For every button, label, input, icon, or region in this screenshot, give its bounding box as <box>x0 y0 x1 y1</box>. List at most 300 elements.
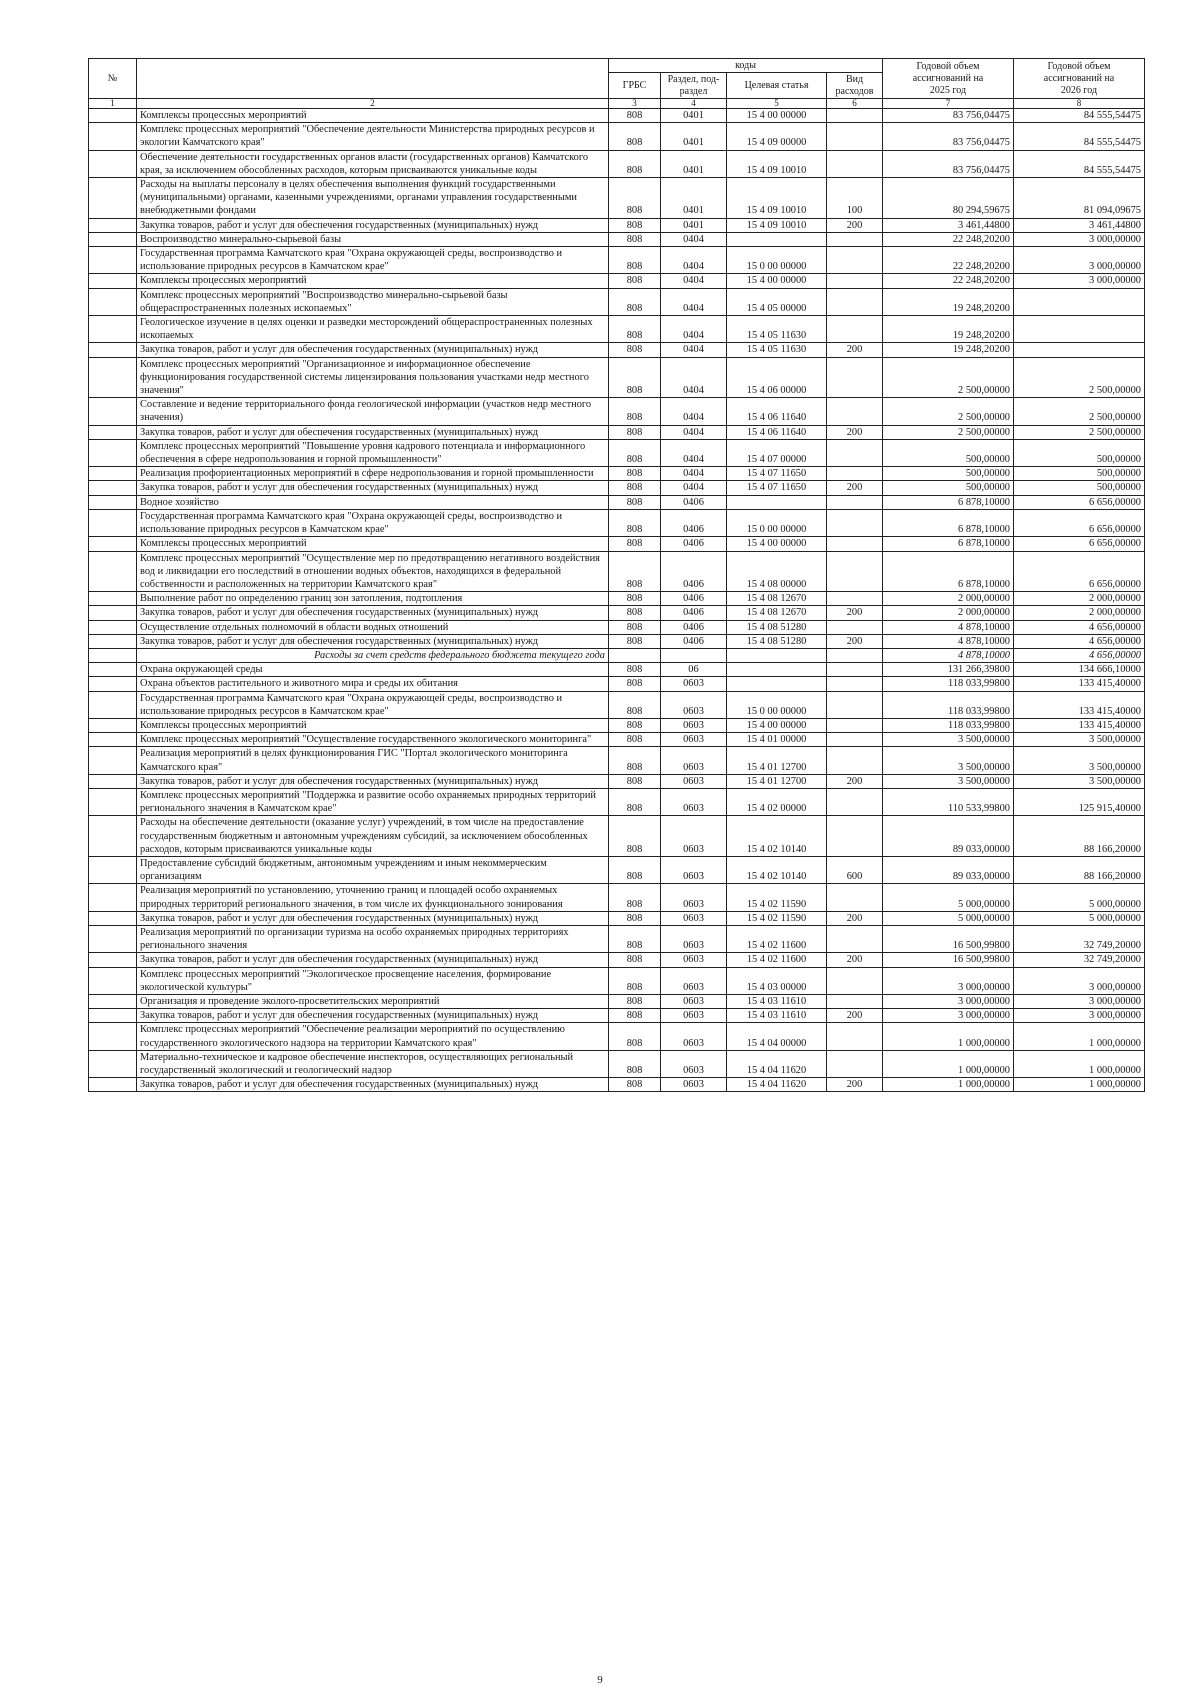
cell-v26: 84 555,54475 <box>1014 109 1145 123</box>
cell-v26: 1 000,00000 <box>1014 1078 1145 1092</box>
cell-grbs: 808 <box>609 718 661 732</box>
cell-v25: 89 033,00000 <box>883 816 1014 857</box>
cell-v25: 16 500,99800 <box>883 953 1014 967</box>
cell-vr: 200 <box>827 481 883 495</box>
cell-sec: 0404 <box>661 481 727 495</box>
header-expense-type: Вид расходов <box>827 73 883 99</box>
cell-sec: 0603 <box>661 788 727 815</box>
cell-cs: 15 4 06 00000 <box>727 357 827 398</box>
cell-vr <box>827 537 883 551</box>
cell-v25: 118 033,99800 <box>883 691 1014 718</box>
cell-v25: 19 248,20200 <box>883 316 1014 343</box>
cell-v26: 32 749,20000 <box>1014 925 1145 952</box>
cell-vr: 200 <box>827 953 883 967</box>
cell-v25: 22 248,20200 <box>883 232 1014 246</box>
cell-grbs: 808 <box>609 1050 661 1077</box>
cell-name: Закупка товаров, работ и услуг для обеспечения государственных (муниципальных) нужд <box>137 1078 609 1092</box>
cell-num <box>89 884 137 911</box>
cell-sec: 0406 <box>661 634 727 648</box>
cell-cs: 15 0 00 00000 <box>727 247 827 274</box>
cell-v26: 6 656,00000 <box>1014 551 1145 592</box>
cell-grbs: 808 <box>609 425 661 439</box>
cell-vr <box>827 1023 883 1050</box>
cell-name: Обеспечение деятельности государственных органов власти (государственных органов) Камчатского края, за исключением обособленных расходов, которым присваиваются уникальные коды <box>137 150 609 177</box>
cell-sec: 06 <box>661 663 727 677</box>
table-row <box>89 232 1145 246</box>
cell-v25: 1 000,00000 <box>883 1023 1014 1050</box>
table-row <box>89 925 1145 952</box>
cell-cs: 15 4 00 00000 <box>727 274 827 288</box>
cell-cs: 15 4 00 00000 <box>727 537 827 551</box>
table-row <box>89 747 1145 774</box>
cell-vr <box>827 592 883 606</box>
cell-name: Государственная программа Камчатского края "Охрана окружающей среды, воспроизводство и использование природных ресурсов в Камчатском крае" <box>137 509 609 536</box>
cell-vr <box>827 663 883 677</box>
cell-name: Расходы на выплаты персоналу в целях обеспечения выполнения функций государственными (муниципальными) органами, казенными учреждениями, органами управления государственными внебюджетными фондами <box>137 178 609 219</box>
cell-sec: 0603 <box>661 816 727 857</box>
cell-vr: 200 <box>827 606 883 620</box>
cell-v25: 118 033,99800 <box>883 718 1014 732</box>
cell-v25: 16 500,99800 <box>883 925 1014 952</box>
cell-name: Охрана окружающей среды <box>137 663 609 677</box>
cell-grbs: 808 <box>609 911 661 925</box>
cell-v26: 32 749,20000 <box>1014 953 1145 967</box>
cell-v26: 6 656,00000 <box>1014 537 1145 551</box>
table-row <box>89 856 1145 883</box>
cell-grbs: 808 <box>609 109 661 123</box>
cell-v25: 4 878,10000 <box>883 620 1014 634</box>
cell-num <box>89 232 137 246</box>
table-row <box>89 1078 1145 1092</box>
cell-v25: 83 756,04475 <box>883 123 1014 150</box>
cell-num <box>89 316 137 343</box>
cell-vr: 200 <box>827 425 883 439</box>
table-row <box>89 816 1145 857</box>
cell-v26: 84 555,54475 <box>1014 150 1145 177</box>
cell-vr <box>827 648 883 662</box>
cell-cs: 15 4 07 11650 <box>727 481 827 495</box>
cell-grbs: 808 <box>609 953 661 967</box>
cell-vr <box>827 316 883 343</box>
table-row <box>89 620 1145 634</box>
cell-cs: 15 4 04 00000 <box>727 1023 827 1050</box>
cell-sec: 0404 <box>661 425 727 439</box>
table-row <box>89 1009 1145 1023</box>
cell-vr <box>827 274 883 288</box>
cell-v26: 2 500,00000 <box>1014 425 1145 439</box>
cell-vr <box>827 788 883 815</box>
cell-cs: 15 4 01 12700 <box>727 747 827 774</box>
column-index: 1 <box>89 99 137 109</box>
cell-cs: 15 4 03 11610 <box>727 1009 827 1023</box>
cell-cs: 15 4 01 12700 <box>727 774 827 788</box>
cell-v25: 3 000,00000 <box>883 995 1014 1009</box>
table-row <box>89 774 1145 788</box>
cell-grbs: 808 <box>609 288 661 315</box>
cell-vr <box>827 150 883 177</box>
cell-cs: 15 4 08 12670 <box>727 592 827 606</box>
cell-sec: 0406 <box>661 592 727 606</box>
cell-v26: 3 500,00000 <box>1014 747 1145 774</box>
cell-grbs: 808 <box>609 398 661 425</box>
cell-cs: 15 4 05 11630 <box>727 316 827 343</box>
cell-cs: 15 4 01 00000 <box>727 733 827 747</box>
cell-sec: 0406 <box>661 509 727 536</box>
cell-cs: 15 4 08 00000 <box>727 551 827 592</box>
cell-cs: 15 4 08 51280 <box>727 634 827 648</box>
cell-name: Комплексы процессных мероприятий <box>137 274 609 288</box>
cell-v26 <box>1014 288 1145 315</box>
cell-cs: 15 4 02 11590 <box>727 884 827 911</box>
cell-num <box>89 247 137 274</box>
cell-num <box>89 1078 137 1092</box>
cell-v26: 3 000,00000 <box>1014 274 1145 288</box>
cell-vr <box>827 495 883 509</box>
cell-cs: 15 0 00 00000 <box>727 691 827 718</box>
cell-name: Выполнение работ по определению границ зон затопления, подтопления <box>137 592 609 606</box>
cell-sec: 0603 <box>661 718 727 732</box>
table-row <box>89 663 1145 677</box>
cell-vr <box>827 995 883 1009</box>
cell-v25: 19 248,20200 <box>883 343 1014 357</box>
table-row <box>89 150 1145 177</box>
column-index: 8 <box>1014 99 1145 109</box>
cell-v26: 500,00000 <box>1014 439 1145 466</box>
cell-v25: 5 000,00000 <box>883 884 1014 911</box>
cell-num <box>89 634 137 648</box>
cell-name: Закупка товаров, работ и услуг для обеспечения государственных (муниципальных) нужд <box>137 911 609 925</box>
table-row <box>89 884 1145 911</box>
cell-vr <box>827 467 883 481</box>
cell-name: Закупка товаров, работ и услуг для обеспечения государственных (муниципальных) нужд <box>137 481 609 495</box>
cell-num <box>89 357 137 398</box>
cell-vr: 200 <box>827 774 883 788</box>
cell-grbs: 808 <box>609 316 661 343</box>
cell-v26 <box>1014 316 1145 343</box>
cell-cs: 15 4 09 10010 <box>727 150 827 177</box>
table-row <box>89 677 1145 691</box>
cell-cs: 15 4 00 00000 <box>727 109 827 123</box>
cell-grbs: 808 <box>609 1023 661 1050</box>
cell-v26: 134 666,10000 <box>1014 663 1145 677</box>
table-row <box>89 439 1145 466</box>
cell-v25: 6 878,10000 <box>883 537 1014 551</box>
cell-name: Закупка товаров, работ и услуг для обеспечения государственных (муниципальных) нужд <box>137 953 609 967</box>
cell-sec: 0401 <box>661 150 727 177</box>
cell-cs <box>727 495 827 509</box>
cell-grbs: 808 <box>609 467 661 481</box>
cell-cs: 15 4 07 00000 <box>727 439 827 466</box>
cell-grbs: 808 <box>609 1078 661 1092</box>
cell-cs: 15 4 09 00000 <box>727 123 827 150</box>
table-row <box>89 123 1145 150</box>
cell-v25: 2 000,00000 <box>883 592 1014 606</box>
cell-v26: 6 656,00000 <box>1014 495 1145 509</box>
cell-v25: 3 461,44800 <box>883 218 1014 232</box>
table-row <box>89 343 1145 357</box>
cell-num <box>89 481 137 495</box>
cell-name: Комплекс процессных мероприятий "Осуществление государственного экологического мониторинга" <box>137 733 609 747</box>
cell-grbs: 808 <box>609 663 661 677</box>
cell-v26: 3 000,00000 <box>1014 967 1145 994</box>
cell-name: Закупка товаров, работ и услуг для обеспечения государственных (муниципальных) нужд <box>137 218 609 232</box>
cell-v26: 3 000,00000 <box>1014 247 1145 274</box>
cell-num <box>89 967 137 994</box>
cell-num <box>89 677 137 691</box>
header-section: Раздел, под- раздел <box>661 73 727 99</box>
cell-v26: 3 500,00000 <box>1014 733 1145 747</box>
cell-vr: 200 <box>827 218 883 232</box>
cell-num <box>89 439 137 466</box>
cell-name: Реализация мероприятий в целях функционирования ГИС "Портал экологического мониторинга Камчатского края" <box>137 747 609 774</box>
cell-grbs: 808 <box>609 967 661 994</box>
cell-cs: 15 4 09 10010 <box>727 218 827 232</box>
table-body <box>89 109 1145 1092</box>
cell-v25: 3 000,00000 <box>883 1009 1014 1023</box>
cell-vr <box>827 357 883 398</box>
cell-v25: 1 000,00000 <box>883 1078 1014 1092</box>
cell-v26: 2 000,00000 <box>1014 592 1145 606</box>
cell-v25: 19 248,20200 <box>883 288 1014 315</box>
cell-v26: 2 500,00000 <box>1014 398 1145 425</box>
table-row <box>89 634 1145 648</box>
cell-vr: 100 <box>827 178 883 219</box>
cell-name: Закупка товаров, работ и услуг для обеспечения государственных (муниципальных) нужд <box>137 774 609 788</box>
cell-vr <box>827 816 883 857</box>
table-row <box>89 718 1145 732</box>
cell-v26: 2 500,00000 <box>1014 357 1145 398</box>
table-row <box>89 733 1145 747</box>
cell-num <box>89 509 137 536</box>
cell-sec: 0603 <box>661 774 727 788</box>
cell-v26: 5 000,00000 <box>1014 911 1145 925</box>
cell-vr: 200 <box>827 911 883 925</box>
cell-num <box>89 1050 137 1077</box>
table-row <box>89 495 1145 509</box>
header-name <box>137 59 609 99</box>
column-index: 2 <box>137 99 609 109</box>
cell-v26: 3 000,00000 <box>1014 232 1145 246</box>
cell-num <box>89 774 137 788</box>
cell-name: Охрана объектов растительного и животного мира и среды их обитания <box>137 677 609 691</box>
cell-name: Реализация мероприятий по установлению, уточнению границ и площадей особо охраняемых природных территорий регионального значения, в том числе их функционального зонирования <box>137 884 609 911</box>
cell-v26: 500,00000 <box>1014 467 1145 481</box>
cell-v26: 4 656,00000 <box>1014 634 1145 648</box>
table-row <box>89 274 1145 288</box>
header-num: № <box>89 59 137 99</box>
table-row <box>89 178 1145 219</box>
cell-v25: 3 500,00000 <box>883 774 1014 788</box>
cell-num <box>89 606 137 620</box>
cell-vr <box>827 1050 883 1077</box>
header-codes: коды <box>609 59 883 73</box>
cell-v25: 22 248,20200 <box>883 247 1014 274</box>
column-index: 7 <box>883 99 1014 109</box>
cell-v26: 3 000,00000 <box>1014 995 1145 1009</box>
cell-cs: 15 4 02 10140 <box>727 816 827 857</box>
cell-cs <box>727 232 827 246</box>
cell-v26: 500,00000 <box>1014 481 1145 495</box>
cell-num <box>89 425 137 439</box>
cell-v26: 1 000,00000 <box>1014 1023 1145 1050</box>
table-row <box>89 691 1145 718</box>
cell-cs <box>727 648 827 662</box>
table-row <box>89 509 1145 536</box>
cell-v25: 110 533,99800 <box>883 788 1014 815</box>
cell-grbs: 808 <box>609 856 661 883</box>
cell-vr <box>827 247 883 274</box>
cell-num <box>89 648 137 662</box>
cell-vr <box>827 884 883 911</box>
table-row <box>89 648 1145 662</box>
cell-grbs: 808 <box>609 606 661 620</box>
cell-grbs: 808 <box>609 995 661 1009</box>
cell-grbs: 808 <box>609 634 661 648</box>
cell-name: Комплексы процессных мероприятий <box>137 718 609 732</box>
cell-v25: 2 500,00000 <box>883 425 1014 439</box>
column-index: 3 <box>609 99 661 109</box>
cell-vr <box>827 733 883 747</box>
table-row <box>89 398 1145 425</box>
cell-cs: 15 4 04 11620 <box>727 1050 827 1077</box>
table-row <box>89 911 1145 925</box>
cell-sec: 0401 <box>661 178 727 219</box>
cell-v25: 6 878,10000 <box>883 551 1014 592</box>
cell-grbs: 808 <box>609 747 661 774</box>
cell-grbs: 808 <box>609 274 661 288</box>
cell-v25: 4 878,10000 <box>883 634 1014 648</box>
cell-num <box>89 123 137 150</box>
cell-v25: 4 878,10000 <box>883 648 1014 662</box>
budget-sheet <box>88 58 1144 1092</box>
cell-v25: 118 033,99800 <box>883 677 1014 691</box>
cell-sec: 0404 <box>661 357 727 398</box>
cell-num <box>89 343 137 357</box>
cell-sec: 0603 <box>661 953 727 967</box>
cell-v25: 500,00000 <box>883 439 1014 466</box>
cell-sec: 0404 <box>661 247 727 274</box>
cell-v25: 80 294,59675 <box>883 178 1014 219</box>
cell-vr <box>827 109 883 123</box>
cell-sec: 0603 <box>661 925 727 952</box>
cell-v26: 3 500,00000 <box>1014 774 1145 788</box>
cell-cs: 15 4 02 11600 <box>727 953 827 967</box>
cell-vr <box>827 288 883 315</box>
cell-sec: 0404 <box>661 343 727 357</box>
cell-v25: 2 500,00000 <box>883 357 1014 398</box>
cell-sec: 0406 <box>661 551 727 592</box>
cell-sec: 0603 <box>661 1050 727 1077</box>
cell-sec: 0603 <box>661 856 727 883</box>
cell-vr <box>827 509 883 536</box>
cell-vr <box>827 398 883 425</box>
cell-v25: 500,00000 <box>883 467 1014 481</box>
cell-sec: 0401 <box>661 123 727 150</box>
cell-sec: 0401 <box>661 109 727 123</box>
cell-v25: 500,00000 <box>883 481 1014 495</box>
cell-grbs: 808 <box>609 150 661 177</box>
cell-name: Закупка товаров, работ и услуг для обеспечения государственных (муниципальных) нужд <box>137 1009 609 1023</box>
cell-num <box>89 218 137 232</box>
cell-cs: 15 4 03 00000 <box>727 967 827 994</box>
cell-sec: 0406 <box>661 537 727 551</box>
cell-v25: 2 500,00000 <box>883 398 1014 425</box>
cell-vr: 200 <box>827 1009 883 1023</box>
cell-v26: 84 555,54475 <box>1014 123 1145 150</box>
cell-name: Закупка товаров, работ и услуг для обеспечения государственных (муниципальных) нужд <box>137 343 609 357</box>
cell-num <box>89 691 137 718</box>
table-row <box>89 606 1145 620</box>
column-index-row <box>89 99 1145 109</box>
cell-v26: 5 000,00000 <box>1014 884 1145 911</box>
table-row <box>89 551 1145 592</box>
cell-vr <box>827 967 883 994</box>
cell-v26: 2 000,00000 <box>1014 606 1145 620</box>
cell-v26: 3 461,44800 <box>1014 218 1145 232</box>
cell-vr <box>827 123 883 150</box>
cell-grbs: 808 <box>609 620 661 634</box>
cell-vr: 200 <box>827 634 883 648</box>
cell-name: Осуществление отдельных полномочий в области водных отношений <box>137 620 609 634</box>
cell-cs: 15 4 03 11610 <box>727 995 827 1009</box>
cell-name: Расходы на обеспечение деятельности (оказание услуг) учреждений, в том числе на предоставление государственным бюджетным и автономным учреждениям субсидий, за исключением обособленных расходов, которым присваиваются уникальные коды <box>137 816 609 857</box>
cell-v26: 1 000,00000 <box>1014 1050 1145 1077</box>
cell-name: Предоставление субсидий бюджетным, автономным учреждениям и иным некоммерческим организациям <box>137 856 609 883</box>
cell-name: Комплекс процессных мероприятий "Обеспечение деятельности Министерства природных ресурсов и экологии Камчатского края" <box>137 123 609 150</box>
table-row <box>89 967 1145 994</box>
cell-grbs: 808 <box>609 774 661 788</box>
cell-name: Комплекс процессных мероприятий "Осуществление мер по предотвращению негативного воздействия вод и ликвидации его последствий в отношении водных объектов, находящихся в федеральной собственности и расположенных на территории Камчатского края" <box>137 551 609 592</box>
cell-num <box>89 551 137 592</box>
cell-grbs: 808 <box>609 357 661 398</box>
cell-grbs <box>609 648 661 662</box>
cell-sec: 0406 <box>661 495 727 509</box>
cell-grbs: 808 <box>609 343 661 357</box>
cell-sec: 0404 <box>661 274 727 288</box>
cell-name: Реализация профориентационных мероприятий в сфере недропользования и горной промышленности <box>137 467 609 481</box>
budget-table <box>88 58 1145 1092</box>
cell-grbs: 808 <box>609 551 661 592</box>
cell-sec: 0603 <box>661 967 727 994</box>
cell-grbs: 808 <box>609 439 661 466</box>
cell-v25: 6 878,10000 <box>883 509 1014 536</box>
cell-name: Закупка товаров, работ и услуг для обеспечения государственных (муниципальных) нужд <box>137 425 609 439</box>
table-row <box>89 109 1145 123</box>
cell-vr <box>827 691 883 718</box>
table-row <box>89 592 1145 606</box>
cell-v26: 6 656,00000 <box>1014 509 1145 536</box>
cell-v25: 131 266,39800 <box>883 663 1014 677</box>
cell-sec: 0603 <box>661 733 727 747</box>
cell-cs <box>727 677 827 691</box>
cell-cs: 15 4 02 10140 <box>727 856 827 883</box>
cell-num <box>89 995 137 1009</box>
cell-name: Комплекс процессных мероприятий "Экологическое просвещение населения, формирование экологической культуры" <box>137 967 609 994</box>
cell-num <box>89 788 137 815</box>
cell-name: Материально-техническое и кадровое обеспечение инспекторов, осуществляющих региональный государственный экологический и геологический надзор <box>137 1050 609 1077</box>
cell-num <box>89 274 137 288</box>
cell-name: Комплекс процессных мероприятий "Обеспечение реализации мероприятий по осуществлению государственного экологического надзора на территории Камчатского края" <box>137 1023 609 1050</box>
cell-cs: 15 4 02 11600 <box>727 925 827 952</box>
cell-v25: 2 000,00000 <box>883 606 1014 620</box>
table-row <box>89 467 1145 481</box>
cell-v26: 4 656,00000 <box>1014 648 1145 662</box>
cell-name: Комплекс процессных мероприятий "Организационное и информационное обеспечение функционирования государственной системы лицензирования пользования участками недр местного значения" <box>137 357 609 398</box>
cell-name: Закупка товаров, работ и услуг для обеспечения государственных (муниципальных) нужд <box>137 606 609 620</box>
cell-name: Воспроизводство минерально-сырьевой базы <box>137 232 609 246</box>
cell-vr <box>827 620 883 634</box>
cell-num <box>89 733 137 747</box>
